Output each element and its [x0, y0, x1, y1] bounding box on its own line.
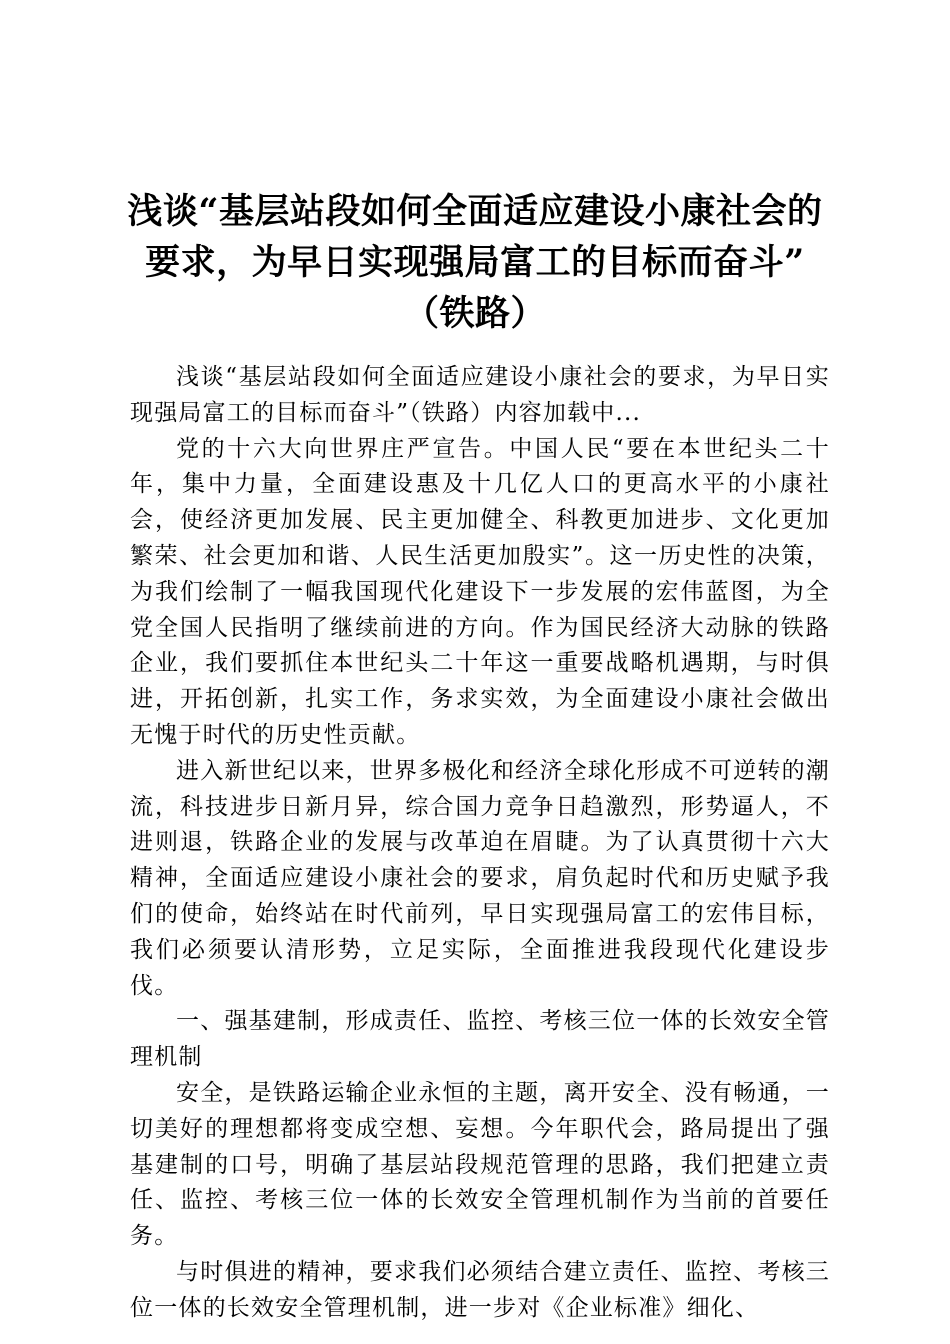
title-line: （铁路）: [403, 293, 546, 334]
paragraph: 进入新世纪以来，世界多极化和经济全球化形成不可逆转的潮流，科技进步日新月异，综合国力竞争日趋激烈，形势逼人，不进则退，铁路企业的发展与改革迫在眉睫。为了认真贯彻十六大精神，全面适应建设小康社会的要求，肩负起时代和历史赋予我们的使命，始终站在时代前列，早日实现强局富工的宏伟目标，我们必须要认清形势，立足实际，全面推进我段现代化建设步伐。: [130, 757, 830, 999]
paragraph: 浅谈“基层站段如何全面适应建设小康社会的要求，为早日实现强局富工的目标而奋斗”（铁路）内容加载中...: [130, 364, 830, 426]
document-body: [130, 360, 830, 1327]
title-line: 浅谈“基层站段如何全面适应建设小康社会的: [127, 191, 823, 232]
document-title: [100, 186, 850, 339]
paragraph: 与时俱进的精神，要求我们必须结合建立责任、监控、考核三位一体的长效安全管理机制，进一步对《企业标准》细化、: [130, 1258, 830, 1321]
paragraph: 安全，是铁路运输企业永恒的主题，离开安全、没有畅通，一切美好的理想都将变成空想、妄想。今年职代会，路局提出了强基建制的口号，明确了基层站段规范管理的思路，我们把建立责任、监控、考核三位一体的长效安全管理机制作为当前的首要任务。: [130, 1079, 830, 1250]
paragraph: 党的十六大向世界庄严宣告。中国人民“要在本世纪头二十年，集中力量，全面建设惠及十几亿人口的更高水平的小康社会，使经济更加发展、民主更加健全、科教更加进步、文化更加繁荣、社会更加和谐、人民生活更加殷实”。这一历史性的决策，为我们绘制了一幅我国现代化建设下一步发展的宏伟蓝图，为全党全国人民指明了继续前进的方向。作为国民经济大动脉的铁路企业，我们要抓住本世纪头二十年这一重要战略机遇期，与时俱进，开拓创新，扎实工作，务求实效，为全面建设小康社会做出无愧于时代的历史性贡献。: [130, 435, 830, 748]
paragraph: 一、强基建制，形成责任、监控、考核三位一体的长效安全管理机制: [130, 1008, 830, 1071]
title-line: 要求，为早日实现强局富工的目标而奋斗”: [145, 242, 805, 283]
